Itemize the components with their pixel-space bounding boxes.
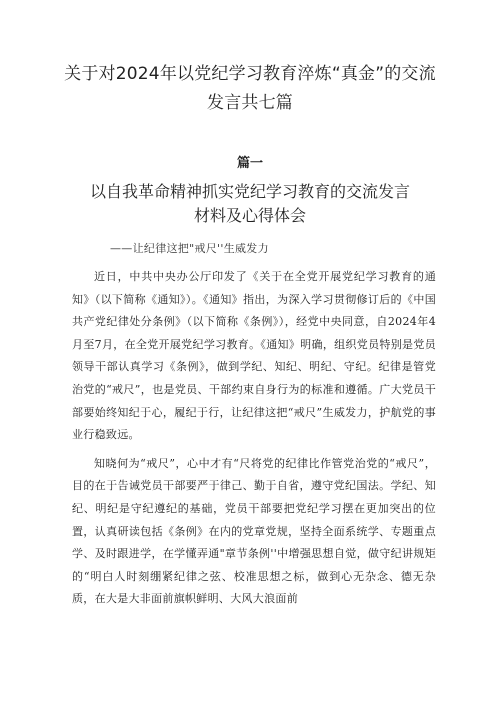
document-title: [40, 60, 460, 118]
article-title: [40, 180, 460, 228]
article-body: [72, 266, 436, 617]
article-title-line-2: 材料及心得体会: [193, 206, 306, 225]
document-title-line-1: 关于对2024年以党纪学习教育淬炼“真金”的交流: [64, 64, 436, 84]
article-subtitle: ——让纪律这把"戒尺''生威发力: [110, 242, 269, 255]
paragraph: 知晓何为“戒尺”，心中才有“尺将党的纪律比作管党治党的“戒尺”，目的在于告诫党员干部要严于律己、勤于自省，遵守党纪国法。学纪、知纪、明纪是守纪遵纪的基础，党员干部要把党纪学习摆在更加突出的位置，认真研读包括《条例》在内的党章党规，坚持全面系统学、专题重点学、及时跟进学，在学懂弄通"章节条例''中增强思想自觉，做守纪讲规矩的“明白人时刻绷紧纪律之弦、校准思想之标，做到心无杂念、德无杂质，在大是大非面前旗帜鲜明、大风大浪面前: [72, 456, 436, 606]
section-label: 篇一: [236, 156, 263, 171]
article-title-line-1: 以自我革命精神抓实党纪学习教育的交流发言: [89, 182, 410, 201]
paragraph: 近日，中共中央办公厅印发了《关于在全党开展党纪学习教育的通知》（以下简称《通知》）。《通知》指出，为深入学习贯彻修订后的《中国共产党纪律处分条例》（以下简称《条例》），经党中央同意，自2024年4月至7月，在全党开展党纪学习教育。《通知》明确，组织党员特别是党员领导干部认真学习《条例》，做到学纪、知纪、明纪、守纪。纪律是管党治党的“戒尺”，也是党员、干部约束自身行为的标准和遵循。广大党员干部要始终知纪于心，履纪于行，让纪律这把“戒尺”生威发力，护航党的事业行稳致远。: [72, 270, 436, 442]
document-title-line-2: 发言共七篇: [207, 93, 293, 113]
